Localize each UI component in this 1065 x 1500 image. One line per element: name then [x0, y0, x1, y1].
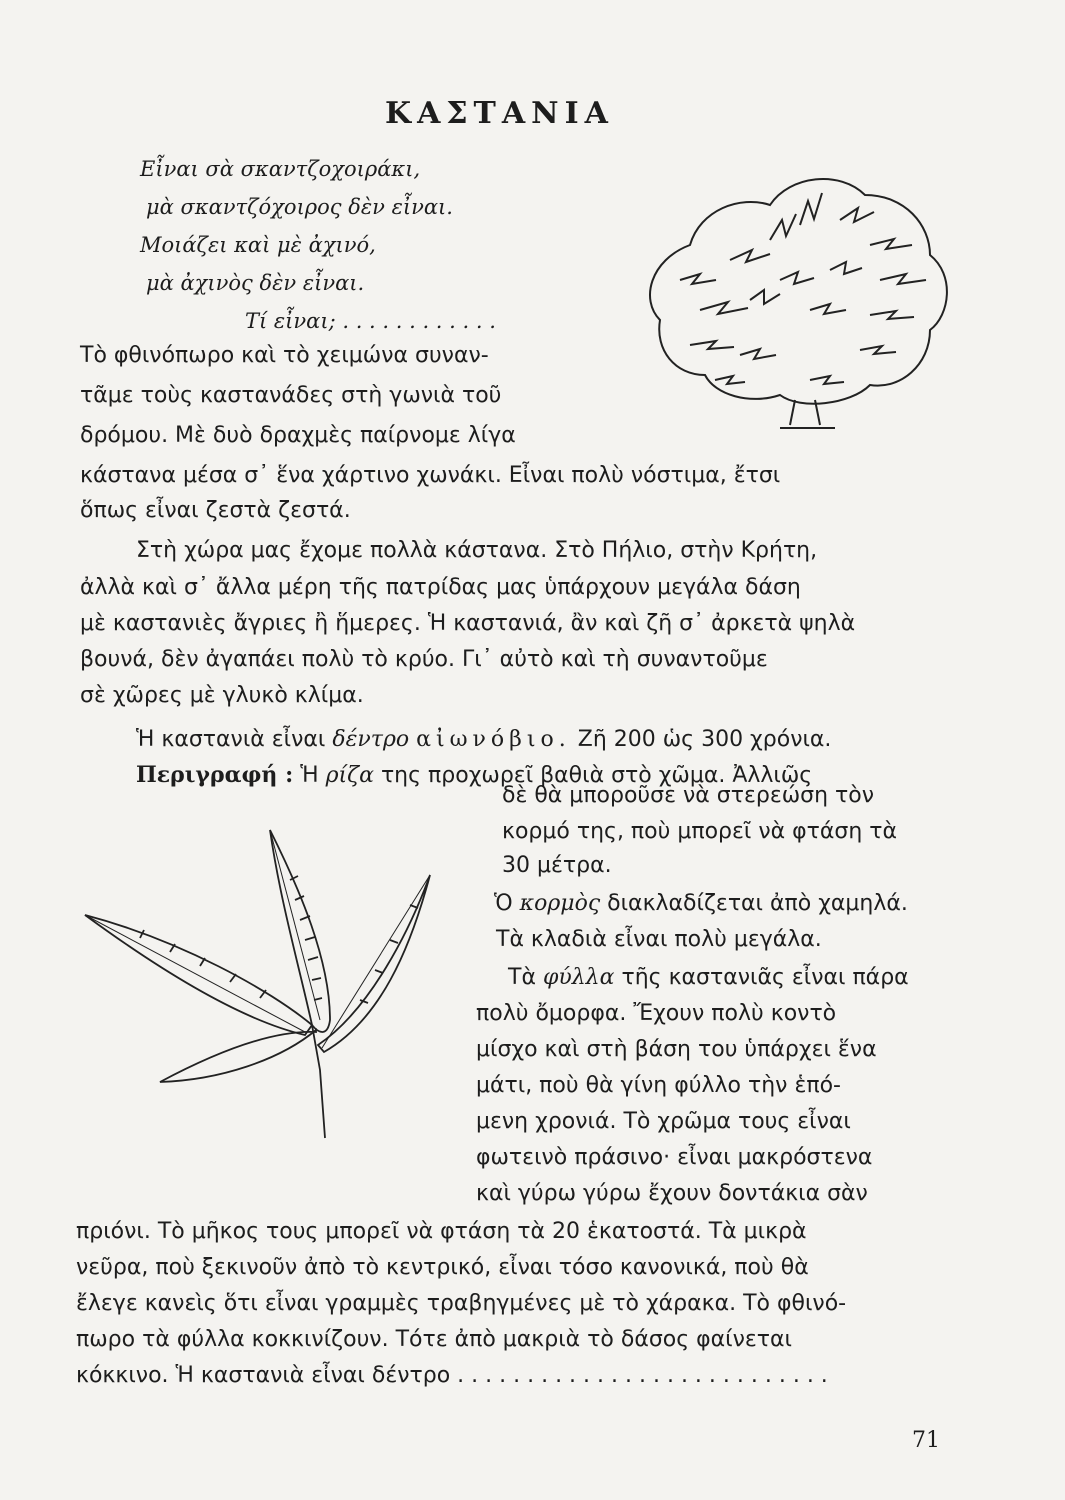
description-cont-line: κορμό της, ποὺ μπορεῖ νὰ φτάση τὰ: [502, 819, 898, 844]
leaves-rest: τῆς καστανιᾶς εἶναι πάρα: [621, 965, 909, 990]
trunk-prefix: Ὁ: [494, 891, 513, 916]
poem-line: Μοιάζει καὶ μὲ ἀχινό,: [140, 233, 376, 257]
chestnut-leaves-illustration: [80, 820, 460, 1150]
intro-line: δρόμου. Μὲ δυὸ δραχμὲς παίρνομε λίγα: [80, 423, 516, 448]
final-line: κόκκινο. Ἡ καστανιὰ εἶναι δέντρο . . . . . . . . . . . . . . . . . . . . . . . . . . .: [76, 1363, 828, 1388]
page-title: ΚΑΣΤΑΝΙΑ: [385, 96, 614, 131]
lifespan-prefix: Ἡ καστανιὰ εἶναι: [136, 727, 326, 752]
lifespan-spaced-word: αἰωνόβιο.: [416, 727, 571, 752]
description-prefix: Ἡ: [300, 763, 319, 788]
lifespan-term: δέντρο: [332, 727, 410, 752]
page-number: 71: [912, 1428, 940, 1453]
trunk-term: κορμὸς: [519, 891, 601, 916]
lifespan-suffix: Ζῆ 200 ὡς 300 χρόνια.: [577, 727, 832, 752]
trunk-rest: διακλαδίζεται ἀπὸ χαμηλά.: [607, 891, 908, 916]
poem-line: Τί εἶναι; . . . . . . . . . . . .: [245, 309, 496, 333]
description-term: ρίζα: [325, 763, 374, 788]
poem-line: Εἶναι σὰ σκαντζοχοιράκι,: [140, 157, 421, 181]
lifespan-line: [136, 722, 831, 757]
intro-line: τᾶμε τοὺς καστανάδες στὴ γωνιὰ τοῦ: [80, 383, 502, 408]
leaves-line: [508, 960, 909, 995]
para2-line: Στὴ χώρα μας ἔχομε πολλὰ κάστανα. Στὸ Πήλιο, στὴν Κρήτη,: [136, 538, 818, 563]
intro-line: κάστανα μέσα σ᾽ ἕνα χάρτινο χωνάκι. Εἶναι πολὺ νόστιμα, ἔτσι: [80, 463, 781, 488]
trunk-line: [494, 886, 908, 921]
intro-line: ὅπως εἶναι ζεστὰ ζεστά.: [80, 498, 351, 523]
final-line: νεῦρα, ποὺ ξεκινοῦν ἀπὸ τὸ κεντρικό, εἶναι τόσο κανονικά, ποὺ θὰ: [76, 1255, 809, 1280]
description-cont-line: 30 μέτρα.: [502, 853, 612, 878]
final-line: πωρο τὰ φύλλα κοκκινίζουν. Τότε ἀπὸ μακριὰ τὸ δάσος φαίνεται: [76, 1327, 792, 1352]
intro-line: Τὸ φθινόπωρο καὶ τὸ χειμώνα συναν-: [80, 343, 489, 368]
poem-line: μὰ ἀχινὸς δὲν εἶναι.: [146, 271, 365, 295]
description-label: Περιγραφή :: [136, 762, 294, 788]
leaves-cont-line: φωτεινὸ πράσινο· εἶναι μακρόστενα: [476, 1145, 873, 1170]
trunk-line-2: Τὰ κλαδιὰ εἶναι πολὺ μεγάλα.: [496, 927, 822, 952]
poem-line: μὰ σκαντζόχοιρος δὲν εἶναι.: [146, 195, 453, 219]
para2-line: σὲ χῶρες μὲ γλυκὸ κλίμα.: [80, 683, 364, 708]
leaves-cont-line: μενη χρονιά. Τὸ χρῶμα τους εἶναι: [476, 1109, 851, 1134]
description-cont-line: δὲ θὰ μποροῦσε νὰ στερεώση τὸν: [502, 783, 875, 808]
leaves-cont-line: καὶ γύρω γύρω ἔχουν δοντάκια σὰν: [476, 1181, 868, 1206]
leaves-cont-line: πολὺ ὄμορφα. Ἔχουν πολὺ κοντὸ: [476, 1001, 837, 1026]
leaves-cont-line: μίσχο καὶ στὴ βάση του ὑπάρχει ἕνα: [476, 1037, 877, 1062]
leaves-cont-line: μάτι, ποὺ θὰ γίνη φύλλο τὴν ἑπό-: [476, 1073, 841, 1098]
leaves-term: φύλλα: [542, 965, 615, 990]
para2-line: ἀλλὰ καὶ σ᾽ ἄλλα μέρη τῆς πατρίδας μας ὑπάρχουν μεγάλα δάση: [80, 575, 801, 600]
para2-line: μὲ καστανιὲς ἄγριες ἢ ἥμερες. Ἡ καστανιά, ἂν καὶ ζῆ σ᾽ ἀρκετὰ ψηλὰ: [80, 611, 856, 636]
final-line: ἔλεγε κανεὶς ὅτι εἶναι γραμμὲς τραβηγμένες μὲ τὸ χάρακα. Τὸ φθινό-: [76, 1291, 847, 1316]
leaves-prefix: Τὰ: [508, 965, 536, 990]
chestnut-tree-illustration: [630, 150, 970, 440]
final-line: πριόνι. Τὸ μῆκος τους μπορεῖ νὰ φτάση τὰ 20 ἑκατοστά. Τὰ μικρὰ: [76, 1219, 807, 1244]
riddle-poem: [140, 150, 610, 340]
para2-line: βουνά, δὲν ἀγαπάει πολὺ τὸ κρύο. Γι᾽ αὐτὸ καὶ τὴ συναντοῦμε: [80, 647, 768, 672]
description-rest: της προχωρεῖ βαθιὰ στὸ χῶμα. Ἀλλιῶς: [380, 763, 813, 788]
